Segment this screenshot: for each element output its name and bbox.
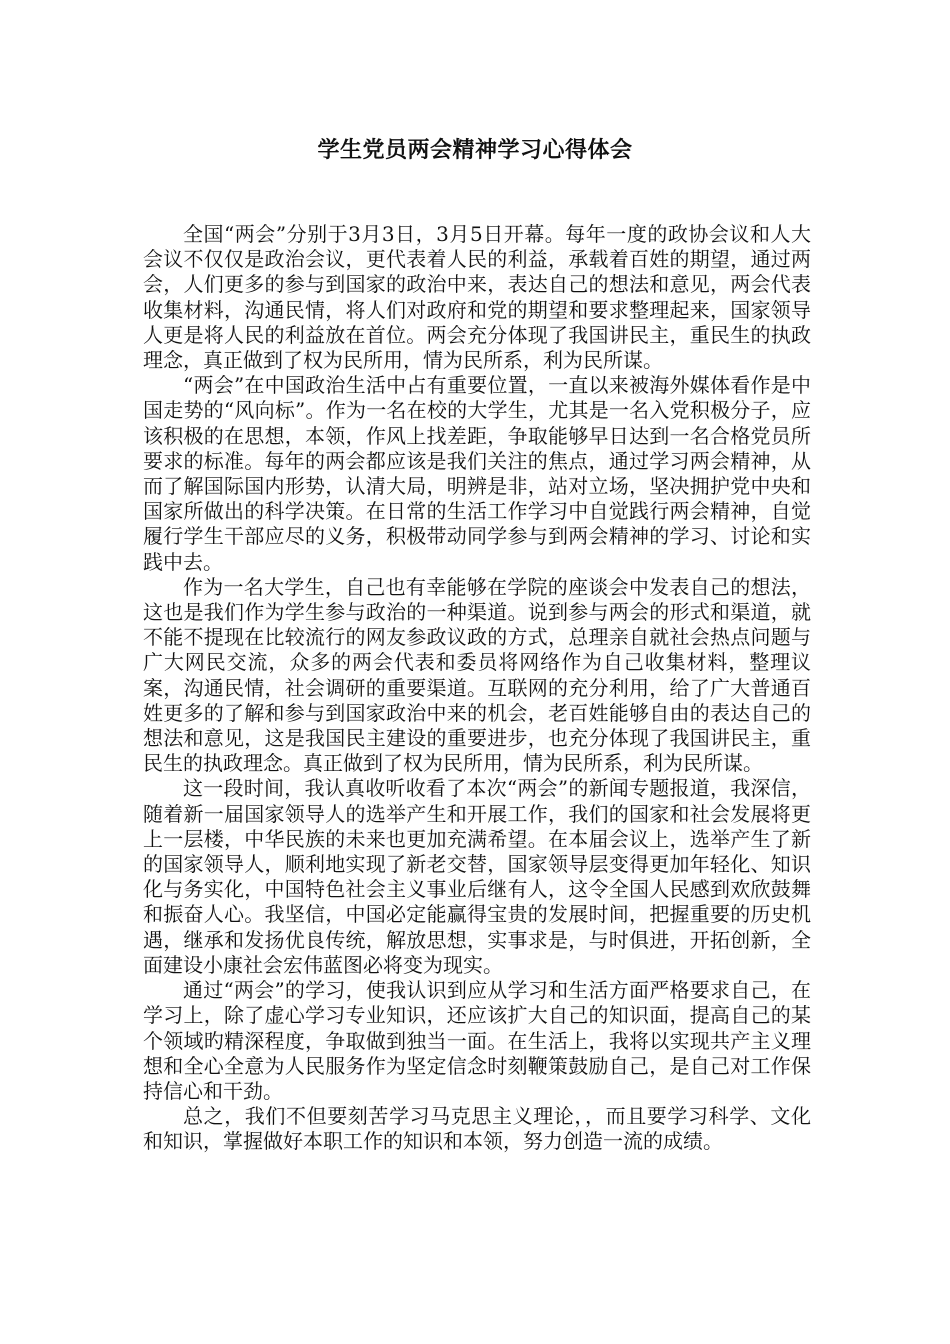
- paragraph-5: 通过“两会”的学习，使我认识到应从学习和生活方面严格要求自己，在学习上，除了虚心学习专业知识，还应该扩大自己的知识面，提高自己的某个领域旳精深程度，争取做到独当一面。在生活上，我将以实现共产主义理想和全心全意为人民服务作为坚定信念时刻鞭策鼓励自己，是自己对工作保持信心和干劲。: [143, 978, 811, 1103]
- paragraph-6: 总之，我们不但要刻苦学习马克思主义理论，，而且要学习科学、文化和知识，掌握做好本职工作的知识和本领，努力创造一流的成绩。: [143, 1104, 811, 1154]
- paragraph-3: 作为一名大学生，自己也有幸能够在学院的座谈会中发表自己的想法，这也是我们作为学生参与政治的一种渠道。说到参与两会的形式和渠道，就不能不提现在比较流行的网友参政议政的方式，总理亲自就社会热点问题与广大网民交流，众多的两会代表和委员将网络作为自己收集材料，整理议案，沟通民情，社会调研的重要渠道。互联网的充分利用，给了广大普通百姓更多的了解和参与到国家政治中来的机会，老百姓能够自由的表达自己的想法和意见，这是我国民主建设的重要进步，也充分体现了我国讲民主，重民生的执政理念。真正做到了权为民所用，情为民所系，利为民所谋。: [143, 574, 811, 776]
- paragraph-1: 全国“两会”分别于3月3日，3月5日开幕。每年一度的政协会议和人大会议不仅仅是政治会议，更代表着人民的利益，承载着百姓的期望，通过两会，人们更多的参与到国家的政治中来，表达自己的想法和意见，两会代表收集材料，沟通民情，将人们对政府和党的期望和要求整理起来，国家领导人更是将人民的利益放在首位。两会充分体现了我国讲民主，重民生的执政理念，真正做到了权为民所用，情为民所系，利为民所谋。: [143, 222, 811, 373]
- paragraph-4: 这一段时间，我认真收听收看了本次“两会”的新闻专题报道，我深信，随着新一届国家领导人的选举产生和开展工作，我们的国家和社会发展将更上一层楼，中华民族的未来也更加充满希望。在本届会议上，选举产生了新的国家领导人，顺利地实现了新老交替，国家领导层变得更加年轻化、知识化与务实化，中国特色社会主义事业后继有人，这令全国人民感到欢欣鼓舞和振奋人心。我坚信，中国必定能赢得宝贵的发展时间，把握重要的历史机遇，继承和发扬优良传统，解放思想，实事求是，与时俱进，开拓创新，全面建设小康社会宏伟蓝图必将变为现实。: [143, 776, 811, 977]
- document-body: [143, 222, 811, 1155]
- paragraph-2: “两会”在中国政治生活中占有重要位置，一直以来被海外媒体看作是中国走势的“风向标”。作为一名在校的大学生，尤其是一名入党积极分子，应该积极的在思想，本领，作风上找差距，争取能够早日达到一名合格党员所要求的标准。每年的两会都应该是我们关注的焦点，通过学习两会精神，从而了解国际国内形势，认清大局，明辨是非，站对立场，坚决拥护党中央和国家所做出的科学决策。在日常的生活工作学习中自觉践行两会精神，自觉履行学生干部应尽的义务，积极带动同学参与到两会精神的学习、讨论和实践中去。: [143, 373, 811, 574]
- document-title: 学生党员两会精神学习心得体会: [317, 137, 633, 163]
